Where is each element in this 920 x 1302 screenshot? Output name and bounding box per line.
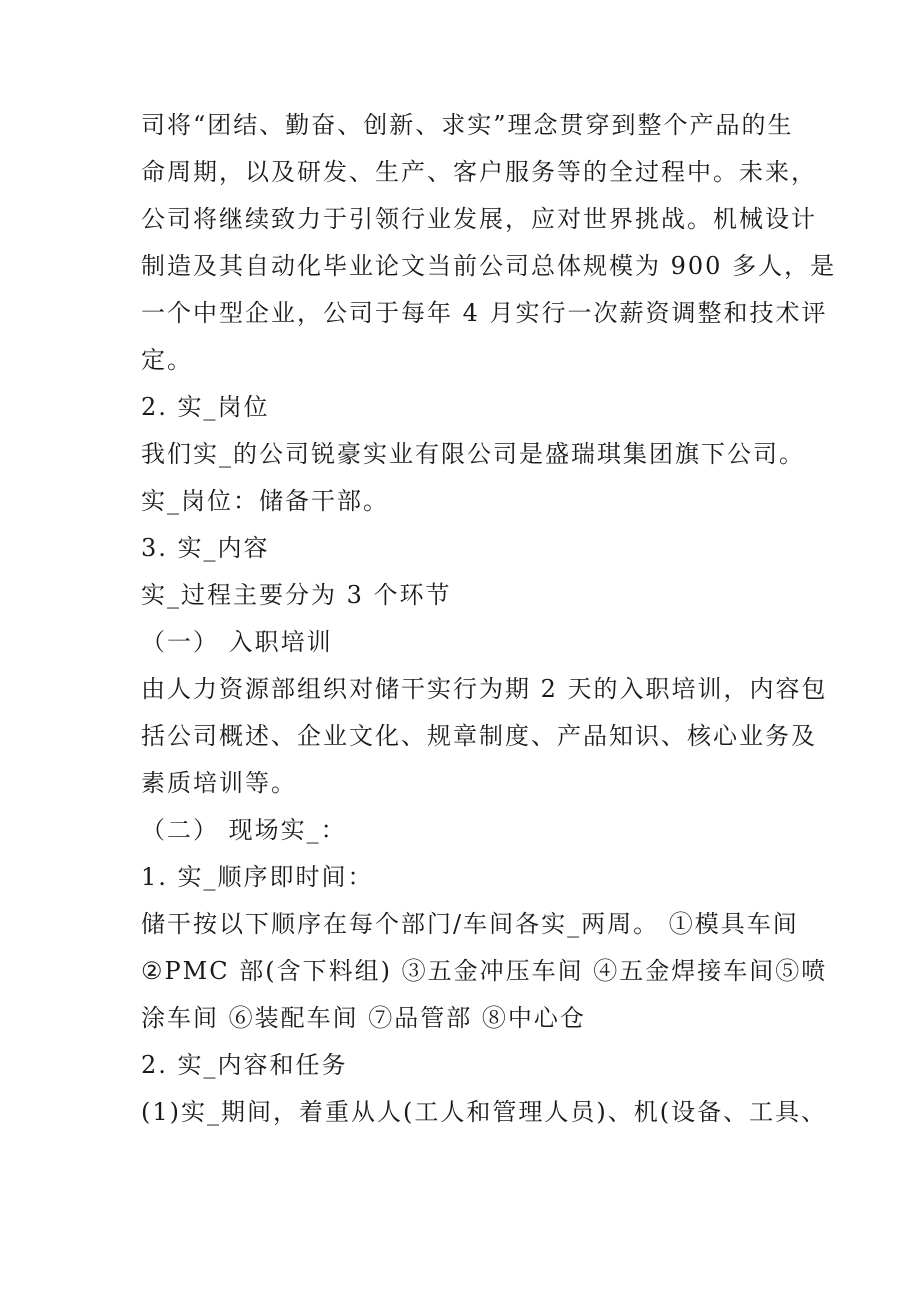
text-line: 司将“团结、勤奋、创新、求实”理念贯穿到整个产品的生 — [141, 111, 794, 139]
subsection-heading: （一） 入职培训 — [141, 628, 333, 656]
text-line: 我们实_的公司锐豪实业有限公司是盛瑞琪集团旗下公司。 — [141, 440, 805, 468]
text-line: 一个中型企业，公司于每年 4 月实行一次薪资调整和技术评 — [141, 299, 828, 327]
section-heading: 2. 实_岗位 — [141, 393, 270, 421]
section-heading: 3. 实_内容 — [141, 534, 270, 562]
text-line: 制造及其自动化毕业论文当前公司总体规模为 900 多人，是 — [141, 252, 837, 280]
text-line: 储干按以下顺序在每个部门/车间各实_两周。 ①模具车间 — [141, 910, 799, 938]
text-line: 实_岗位：储备干部。 — [141, 487, 389, 515]
text-line: 括公司概述、企业文化、规章制度、产品知识、核心业务及 — [141, 722, 817, 750]
section-heading: 1. 实_顺序即时间： — [141, 863, 374, 891]
text-line: 命周期，以及研发、生产、客户服务等的全过程中。未来， — [141, 158, 817, 186]
text-line: (1)实_期间，着重从人(工人和管理人员)、机(设备、工具、 — [141, 1098, 828, 1126]
text-line: 定。 — [141, 346, 193, 374]
section-heading: 2. 实_内容和任务 — [141, 1051, 348, 1079]
text-line: ②PMC 部(含下料组) ③五金冲压车间 ④五金焊接车间⑤喷 — [141, 957, 828, 985]
text-line: 由人力资源部组织对储干实行为期 2 天的入职培训，内容包 — [141, 675, 828, 703]
text-line: 素质培训等。 — [141, 769, 297, 797]
text-line: 实_过程主要分为 3 个环节 — [141, 581, 452, 609]
text-line: 公司将继续致力于引领行业发展，应对世界挑战。机械设计 — [141, 205, 817, 233]
text-line: 涂车间 ⑥装配车间 ⑦品管部 ⑧中心仓 — [141, 1004, 586, 1032]
document-body — [141, 102, 837, 1136]
subsection-heading: （二） 现场实_： — [141, 816, 347, 844]
